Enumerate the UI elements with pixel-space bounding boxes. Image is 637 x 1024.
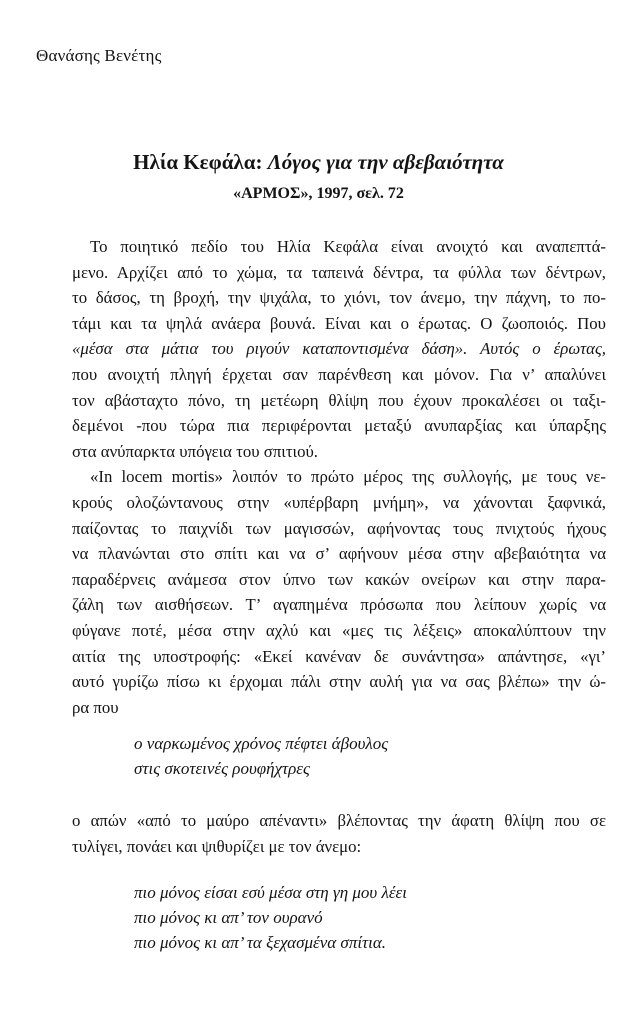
text-line: που ανοιχτή πληγή έρχεται σαν παρένθεση και μόνον. Για ν’ απαλύνει [72, 364, 606, 384]
text-line: ρα που [72, 697, 119, 717]
text-line: ο απών «από το μαύρο απέναντι» βλέποντας την άφατη θλίψη που σε [72, 811, 606, 830]
paragraph-1 [72, 234, 606, 464]
article-title [0, 150, 637, 175]
text-line: φύγανε ποτέ, μέσα στην αχλύ και «μες τις λέξεις» αποκαλύπτουν την [72, 620, 606, 640]
text-line: δεμένοι -που τώρα πια περιφέρονται μεταξύ ανυπαρξίας και ύπαρξης [72, 416, 606, 436]
text-line: το δάσος, τη βροχή, την ψιχάλα, το χιόνι, τον άνεμο, την πάχνη, το πο- [72, 288, 606, 308]
text-line: τάμι και τα ψηλά ανάερα βουνά. Είναι και ο έρωτας. Ο ζωοποιός. Που [72, 313, 606, 333]
verse-line: ο ναρκωμένος χρόνος πέφτει άβουλος [134, 734, 389, 753]
verse-line: στις σκοτεινές ρουφήχτρες [134, 759, 310, 778]
text-line: τον αβάσταχτο πόνο, τη μετέωρη θλίψη που έχουν προκαλέσει οι ταξι- [72, 390, 606, 410]
text-line: αυτό γυρίζω πίσω κι έρχομαι πάλι στην αυλή για να σας βλέπω» την ώ- [72, 672, 606, 692]
text-line: παραδέρνεις ανάμεσα στον ύπνο των κακών ονείρων και στην παρα- [72, 569, 606, 589]
paragraph-2 [72, 464, 606, 720]
text-line: Το ποιητικό πεδίο του Ηλία Κεφάλα είναι ανοιχτό και αναπεπτά- [90, 237, 606, 256]
text-line: παίζοντας το παιχνίδι των μαγισσών, αφήνοντας τους πνιχτούς ήχους [72, 518, 606, 538]
text-line: «In locem mortis» λοιπόν το πρώτο μέρος της συλλογής, με τους νε- [90, 467, 606, 487]
verse-line: πιο μόνος είσαι εσύ μέσα στη γη μου λέει [134, 883, 407, 902]
title-work: Λόγος για την αβεβαιότητα [267, 150, 504, 174]
title-author: Ηλία Κεφάλα: [133, 150, 263, 174]
publication-info: «ΑΡΜΟΣ», 1997, σελ. 72 [233, 185, 404, 202]
text-line: μενο. Αρχίζει από το χώμα, τα ταπεινά δέντρα, τα φύλλα των δέντρων, [72, 262, 606, 282]
text-line: «μέσα στα μάτια του ριγούν καταποντισμένα δάση». Αυτός ο έρωτας, [72, 339, 606, 359]
verse-block-1 [134, 731, 388, 781]
text-line: στα ανύπαρκτα υπόγεια του σπιτιού. [72, 441, 318, 461]
verse-block-2 [134, 880, 407, 955]
paragraph-3 [72, 808, 606, 859]
verse-line: πιο μόνος κι απ’ τον ουρανό [134, 908, 323, 927]
text-line: ζάλη των αισθήσεων. Τ’ αγαπημένα πρόσωπα που λείπουν χωρίς να [72, 595, 606, 615]
verse-line: πιο μόνος κι απ’ τα ξεχασμένα σπίτια. [134, 933, 387, 952]
text-line: τυλίγει, πονάει και ψιθυρίζει με τον άνεμο: [72, 836, 362, 856]
text-line: αιτία της υποστροφής: «Εκεί κανέναν δε συνάντησα» απάντησε, «γι’ [72, 646, 606, 666]
article-body [72, 234, 606, 720]
text-line: κρούς ολοζώντανους στην «υπέρβαρη μνήμη», να χάνονται ξαφνικά, [72, 492, 606, 512]
running-head: Θανάσης Βενέτης [36, 46, 162, 65]
text-line: να πλανώνται στο σπίτι και να σ’ αφήνουν μέσα στην αβεβαιότητα να [72, 544, 606, 564]
